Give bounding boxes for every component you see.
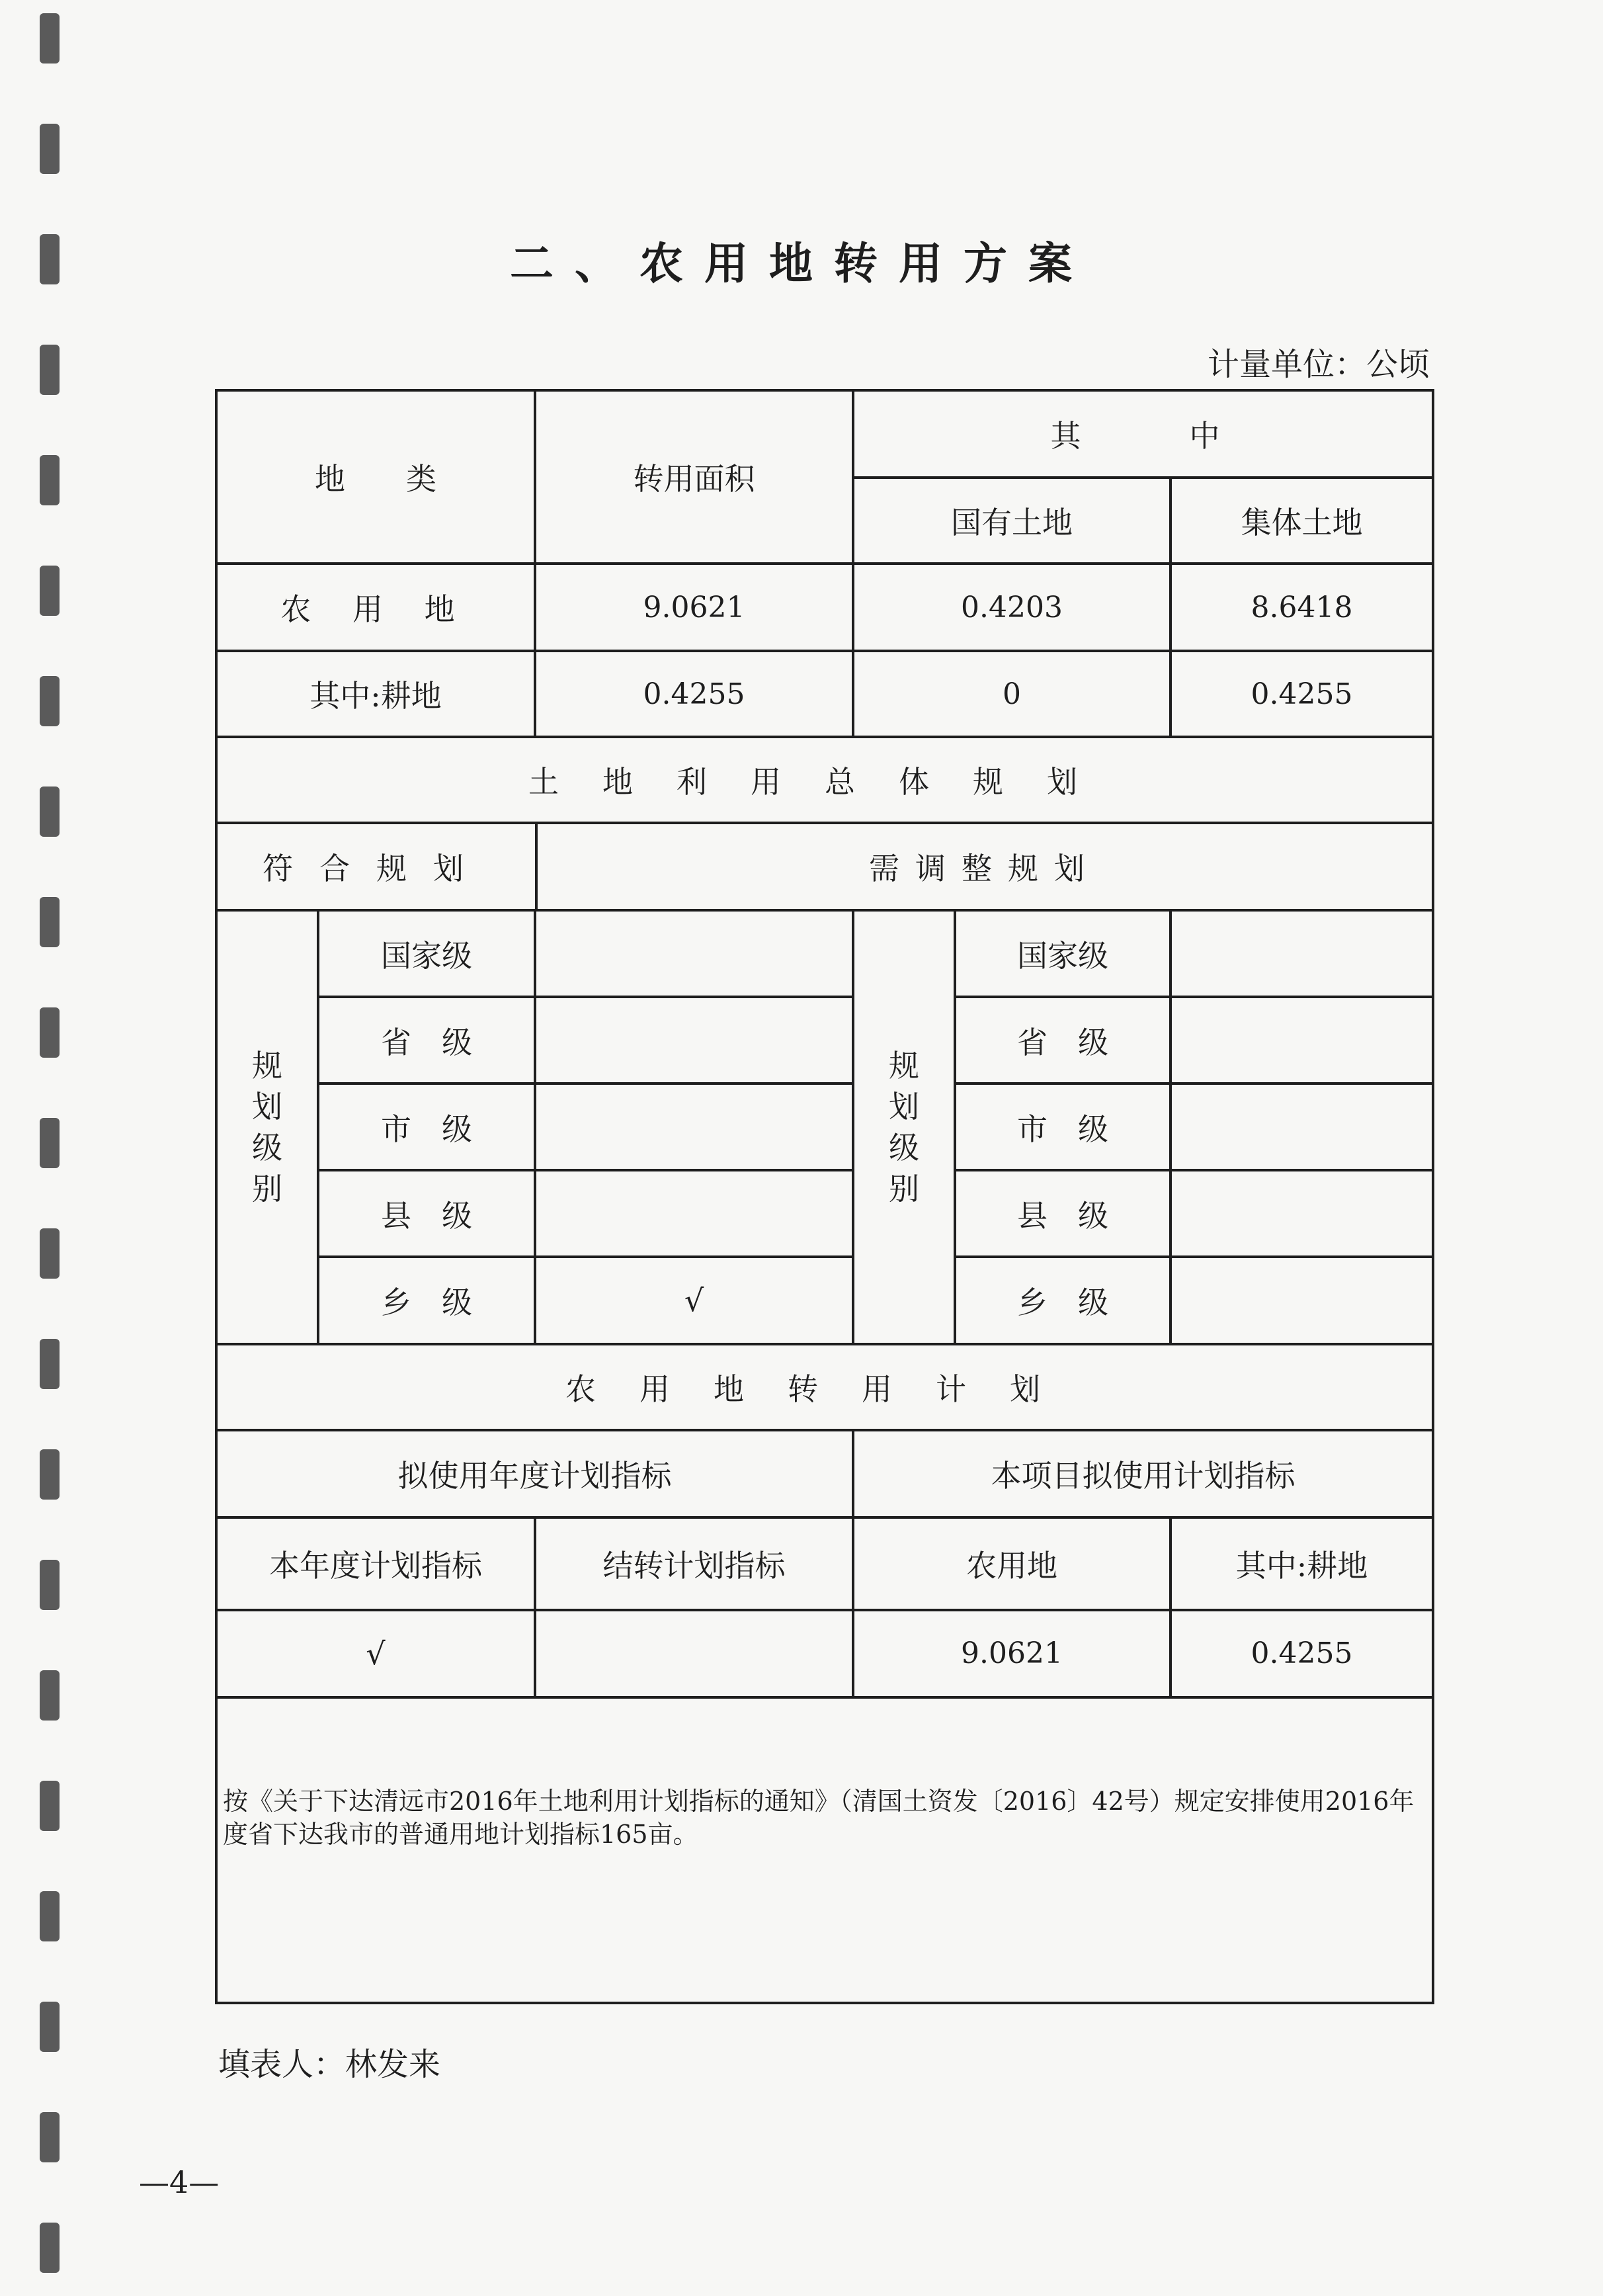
compliant-mark [535,910,853,997]
level-label: 市 级 [955,1084,1171,1170]
level-label: 县 级 [955,1170,1171,1257]
row-collective: 0.4255 [1171,651,1433,737]
carryover-quota-heading: 结转计划指标 [535,1517,853,1610]
binding-mark [40,1339,60,1389]
binding-mark [40,897,60,947]
binding-mark [40,787,60,837]
adjust-mark [1171,997,1433,1084]
compliant-plan-heading: 符合规划 [216,823,536,910]
form-filler: 填表人：林发来 [218,2046,441,2083]
carryover-mark [535,1610,853,1697]
header-land-type: 地 类 [216,390,535,564]
section-conversion-plan: 农用地转用计划 [216,1344,1433,1430]
adjust-mark [1171,1257,1433,1343]
table-row [216,1610,1433,1697]
level-label: 省 级 [318,997,535,1084]
binding-mark [40,1228,60,1279]
adjust-plan-heading: 需调整规划 [536,823,1433,910]
level-label: 市 级 [318,1084,535,1170]
adjust-mark [1171,1170,1433,1257]
compliant-mark [535,997,853,1084]
binding-mark [40,566,60,616]
level-label: 省 级 [955,997,1171,1084]
binding-mark [40,2002,60,2052]
table-row [216,651,1433,737]
compliant-mark: √ [535,1257,853,1343]
compliant-mark [535,1084,853,1170]
header-of-which: 其 中 [853,390,1433,478]
row-state: 0.4203 [853,564,1171,651]
plan-level-label-right: 规 划 级 别 [853,910,955,1343]
row-collective: 8.6418 [1171,564,1433,651]
row-label: 其中:耕地 [216,651,535,737]
annual-quota-heading: 拟使用年度计划指标 [216,1430,853,1517]
farmland-value: 9.0621 [853,1610,1171,1697]
conversion-form-table [215,389,1434,2004]
level-label: 国家级 [318,910,535,997]
binding-mark [40,1781,60,1831]
level-label: 国家级 [955,910,1171,997]
unit-label: 计量单位：公顷 [1207,346,1430,383]
row-state: 0 [853,651,1171,737]
header-state-owned: 国有土地 [853,478,1171,564]
level-label: 乡 级 [955,1257,1171,1343]
plan-level-label-left: 规 划 级 别 [216,910,318,1343]
level-label: 乡 级 [318,1257,535,1343]
current-year-quota-heading: 本年度计划指标 [216,1517,535,1610]
row-area: 9.0621 [535,564,853,651]
farmland-heading: 农用地 [853,1517,1171,1610]
binding-mark [40,455,60,505]
compliant-mark [535,1170,853,1257]
binding-mark [40,124,60,174]
table-row [216,564,1433,651]
binding-mark [40,676,60,726]
level-label: 县 级 [318,1170,535,1257]
binding-mark [40,1560,60,1610]
binding-mark [40,2112,60,2162]
binding-mark [40,13,60,64]
adjust-mark [1171,910,1433,997]
binding-mark [40,1007,60,1058]
row-area: 0.4255 [535,651,853,737]
note-text: 按《关于下达清远市2016年土地利用计划指标的通知》（清国土资发〔2016〕42号）规定安排使用2016年度省下达我市的普通用地计划指标165亩。 [216,1697,1433,2003]
page-number: —4— [139,2164,220,2200]
binding-mark [40,2223,60,2273]
binding-mark [40,345,60,395]
binding-mark [40,1891,60,1941]
header-collective: 集体土地 [1171,478,1433,564]
binding-mark [40,1118,60,1168]
section-overall-plan: 土地利用总体规划 [216,737,1433,823]
page-title: 二、农用地转用方案 [510,238,1093,289]
row-label: 农 用 地 [216,564,535,651]
arable-heading: 其中:耕地 [1171,1517,1433,1610]
binding-mark [40,1449,60,1500]
arable-value: 0.4255 [1171,1610,1433,1697]
binding-mark [40,1670,60,1721]
project-quota-heading: 本项目拟使用计划指标 [853,1430,1433,1517]
header-converted-area: 转用面积 [535,390,853,564]
adjust-mark [1171,1084,1433,1170]
current-year-mark: √ [216,1610,535,1697]
